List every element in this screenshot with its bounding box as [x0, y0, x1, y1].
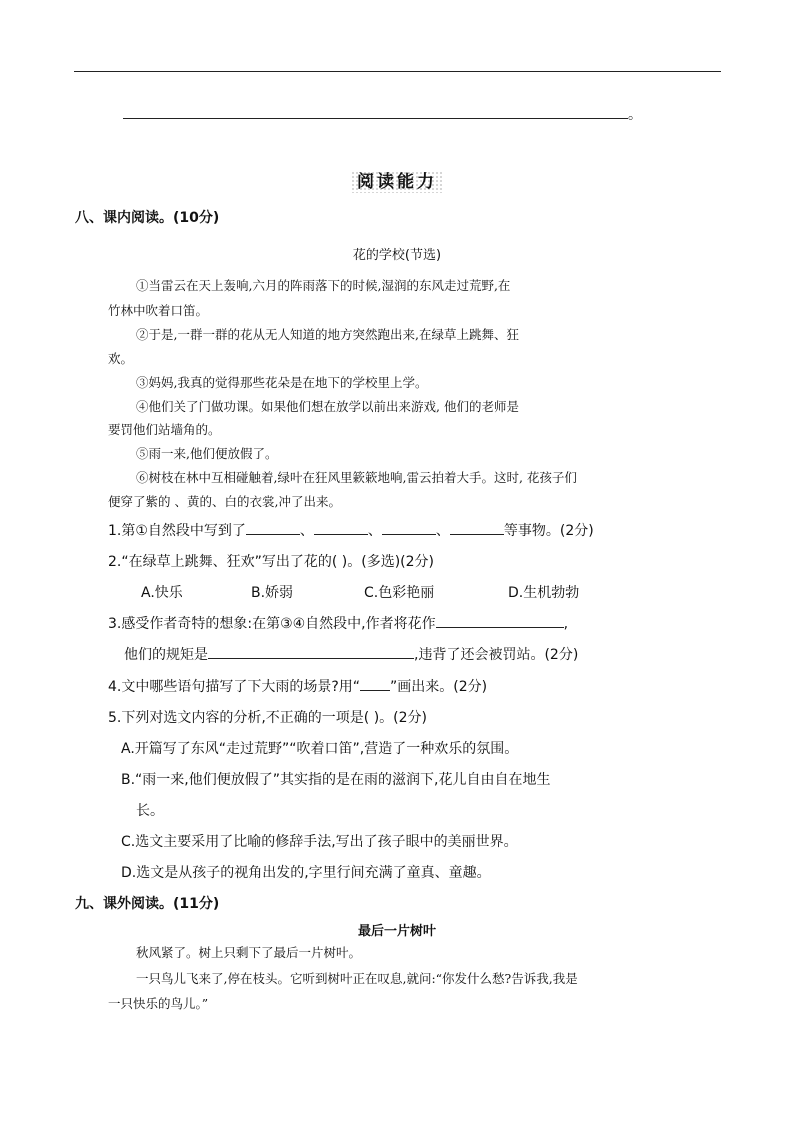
question-4-text: 4.文中哪些语句描写了下大雨的场景?用“ [108, 679, 361, 695]
option-d[interactable]: D.生机勃勃 [508, 585, 580, 601]
option-d[interactable]: D.选文是从孩子的视角出发的,字里行间充满了童真、童趣。 [121, 865, 491, 881]
question-3-rule-label: 他们的规矩是 [124, 647, 208, 663]
question-4-end: ”画出来。(2分) [390, 679, 488, 695]
passage-line: 一只鸟儿飞来了,停在枝头。它听到树叶正在叹息,就问:“你发什么愁?告诉我,我是 [136, 971, 578, 986]
question-3-text: 3.感受作者奇特的想象:在第③④自然段中,作者将花作 [108, 616, 436, 632]
option-b-continued: 长。 [136, 803, 164, 819]
answer-blank[interactable] [436, 613, 564, 628]
question-3-end: ,违背了还会被罚站。(2分) [414, 647, 579, 663]
option-a[interactable]: A.快乐 [141, 585, 183, 601]
passage-line: ⑤雨一来,他们便放假了。 [136, 446, 278, 461]
question-3-comma: , [563, 616, 569, 632]
question-1 [108, 520, 594, 540]
passage-line: ①当雷云在天上轰响,六月的阵雨落下的时候,湿润的东风走过荒野,在 [136, 278, 511, 293]
option-c[interactable]: C.色彩艳丽 [364, 585, 435, 601]
passage-line: 秋风紧了。树上只剩下了最后一片树叶。 [136, 945, 362, 960]
answer-blank[interactable] [246, 520, 300, 535]
separator: 、 [367, 523, 382, 539]
option-a[interactable]: A.开篇写了东风“走过荒野”“吹着口笛”,营造了一种欢乐的氛围。 [121, 741, 519, 757]
passage-line: 要罚他们站墙角的。 [108, 422, 221, 437]
question-5: 5.下列对选文内容的分析,不正确的一项是( )。(2分) [108, 710, 428, 726]
part8-heading: 八、课内阅读。(10分) [75, 210, 220, 226]
question-1-text: 1.第①自然段中写到了 [108, 523, 246, 539]
part8-title: 花的学校(节选) [352, 248, 442, 263]
passage-line: ③妈妈,我真的觉得那些花朵是在地下的学校里上学。 [136, 375, 428, 390]
answer-blank[interactable] [382, 520, 436, 535]
answer-blank[interactable] [314, 520, 368, 535]
question-2: 2.“在绿草上跳舞、狂欢”写出了花的( )。(多选)(2分) [108, 554, 434, 570]
part9-title: 最后一片树叶 [357, 924, 436, 939]
passage-line: 竹林中吹着口笛。 [108, 303, 209, 318]
question-3-line2 [124, 644, 578, 664]
separator: 、 [299, 523, 314, 539]
passage-line: 欢。 [108, 351, 134, 366]
question-4 [108, 676, 487, 696]
passage-line: ④他们关了门做功课。如果他们想在放学以前出来游戏, 他们的老师是 [136, 399, 519, 414]
option-c[interactable]: C.选文主要采用了比喻的修辞手法,写出了孩子眼中的美丽世界。 [121, 834, 518, 850]
passage-line: 便穿了紫的 、黄的、白的衣裳,冲了出来。 [108, 494, 341, 509]
section-title-text: 阅读能力 [351, 171, 443, 193]
question-1-end: 等事物。(2分) [503, 523, 594, 539]
answer-line [123, 118, 628, 119]
passage-line: ⑥树枝在林中互相碰触着,绿叶在狂风里簌簌地响,雷云拍着大手。这时, 花孩子们 [136, 470, 577, 485]
section-title [0, 167, 794, 192]
passage-line: 一只快乐的鸟儿。” [108, 996, 209, 1011]
option-b[interactable]: B.“雨一来,他们便放假了”其实指的是在雨的滋润下,花儿自由自在地生 [121, 772, 551, 788]
answer-blank[interactable] [208, 644, 414, 659]
underline-sample [360, 676, 390, 691]
separator: 、 [435, 523, 450, 539]
question-3 [108, 613, 568, 633]
part9-heading: 九、课外阅读。(11分) [75, 896, 220, 912]
top-rule [74, 71, 721, 72]
end-mark: 。 [628, 107, 642, 123]
passage-line: ②于是,一群一群的花从无人知道的地方突然跑出来,在绿草上跳舞、狂 [136, 327, 519, 342]
option-b[interactable]: B.娇弱 [251, 585, 294, 601]
answer-blank[interactable] [450, 520, 504, 535]
